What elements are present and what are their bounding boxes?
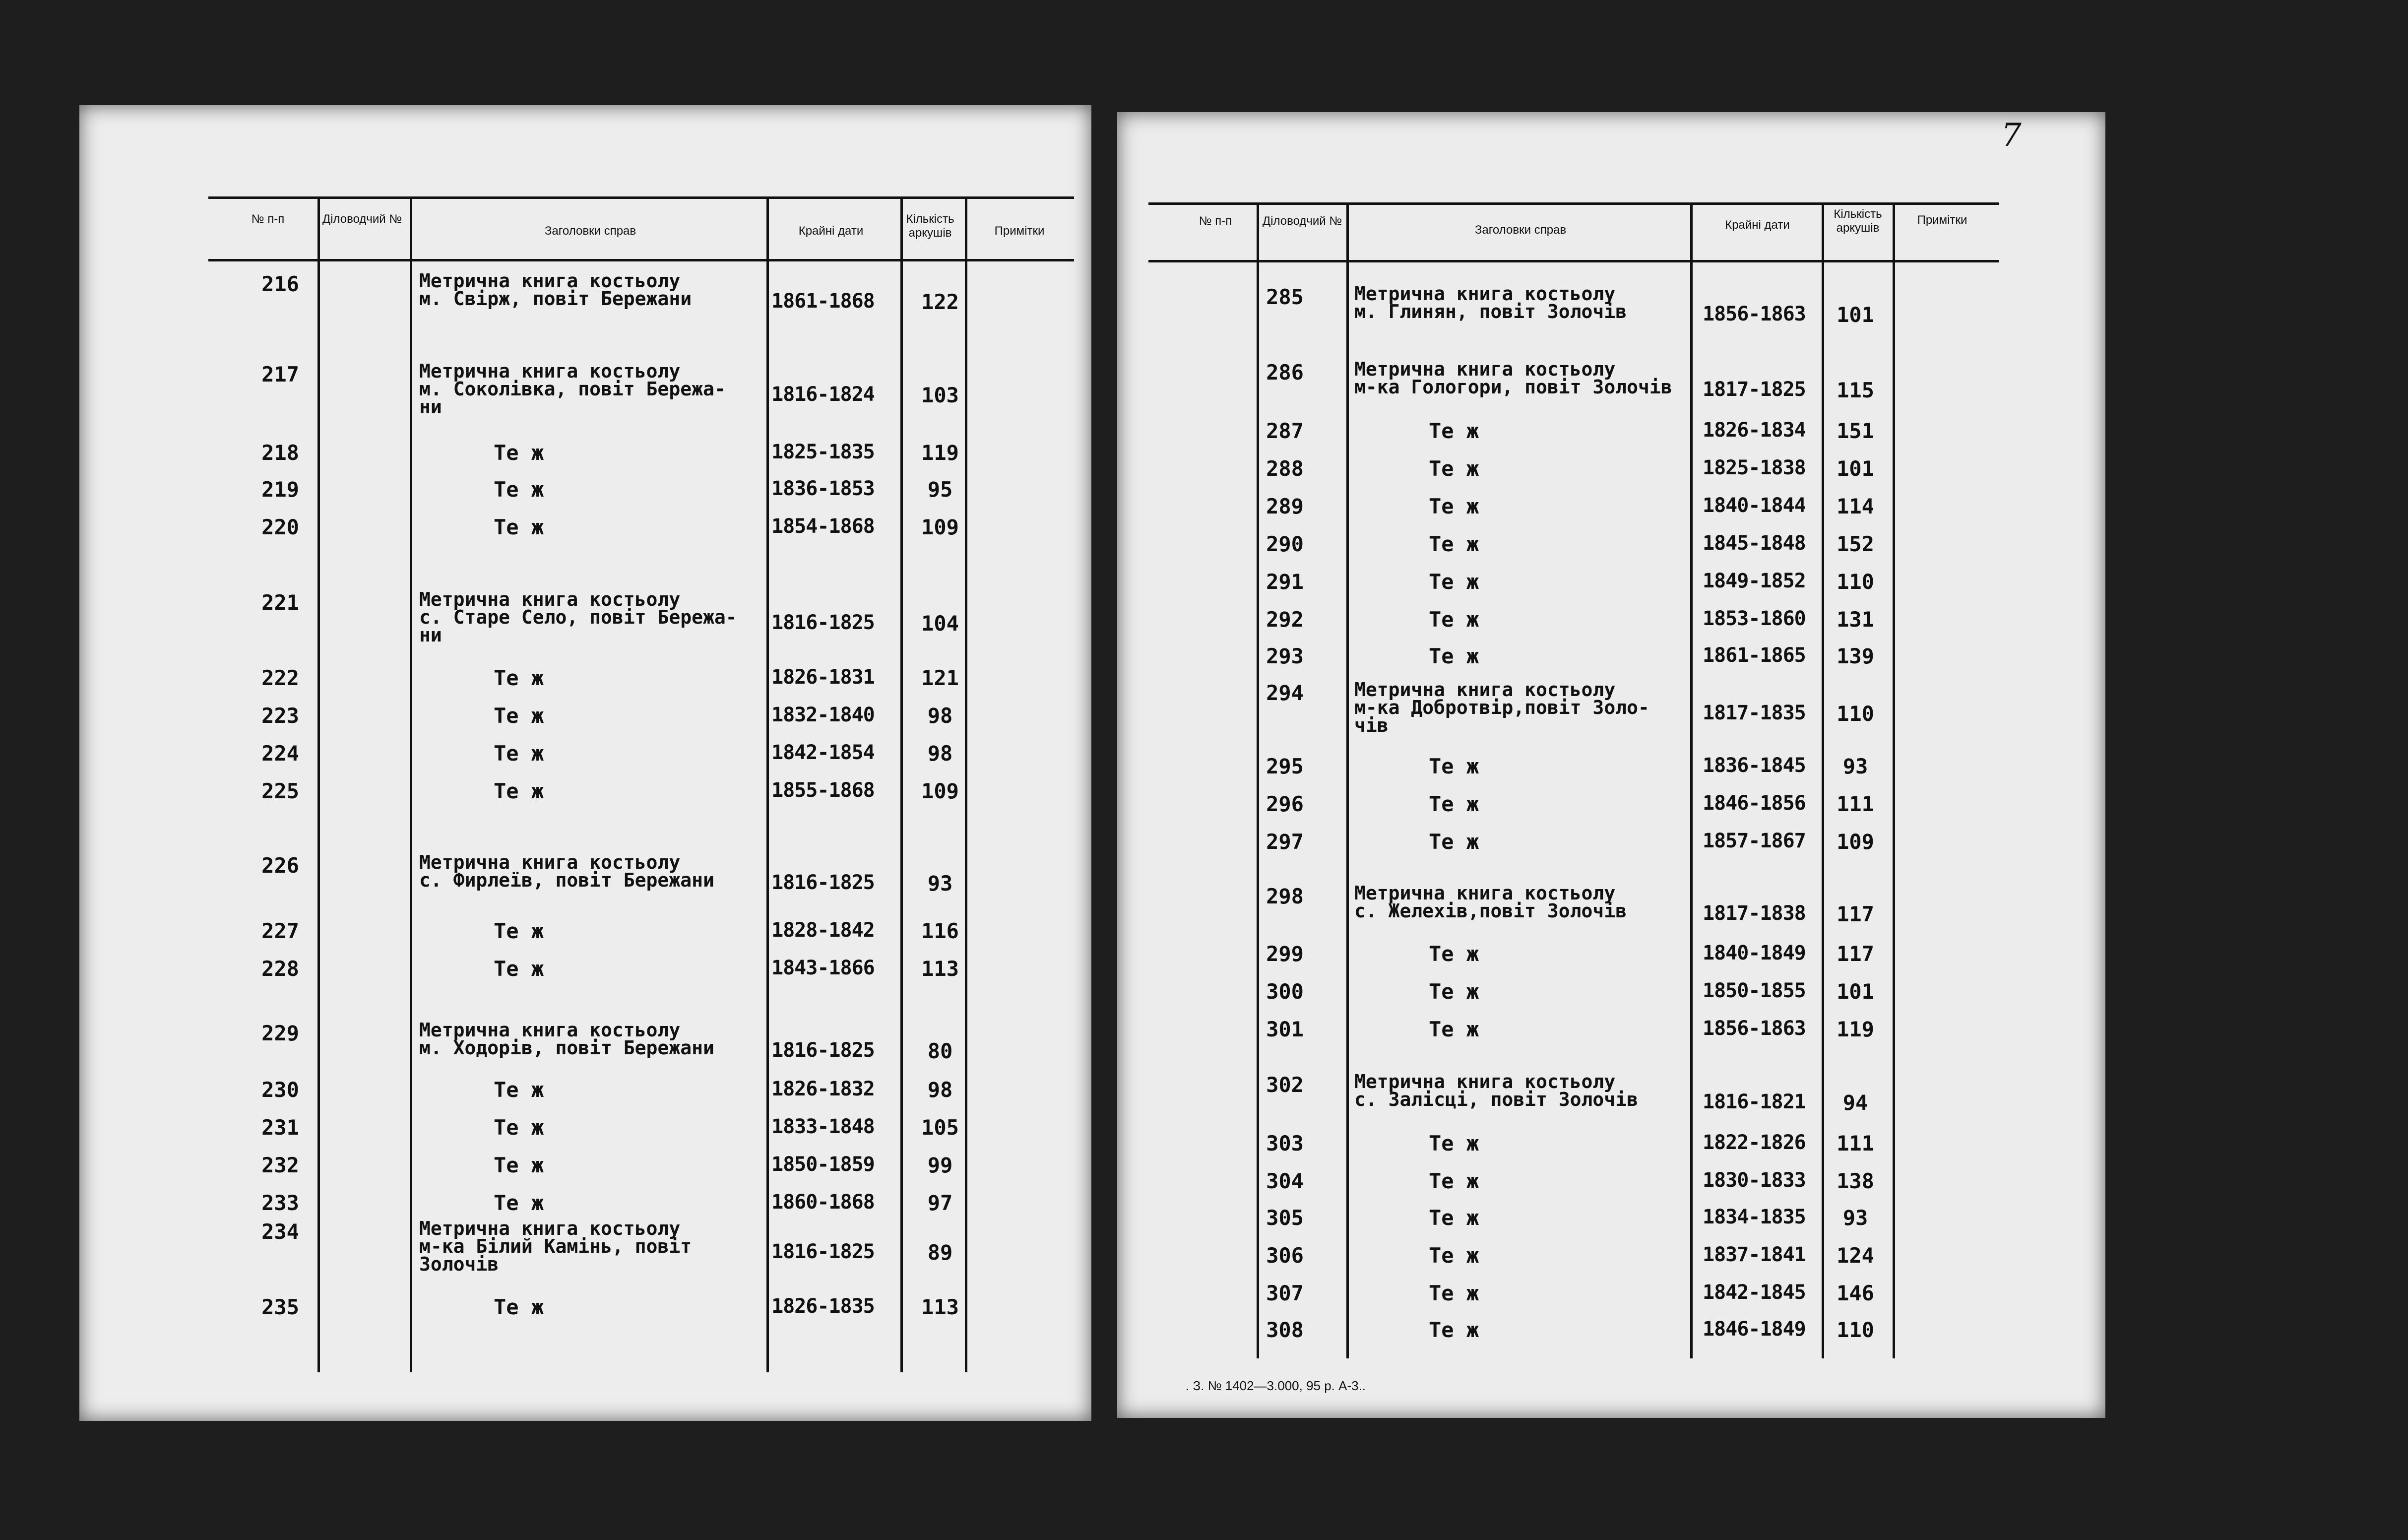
record-sheet-count: 116 bbox=[921, 919, 959, 943]
record-dates: 1840-1844 bbox=[1703, 494, 1806, 517]
record-title: Те ж bbox=[494, 1191, 544, 1215]
left-header-top-rule bbox=[208, 196, 1074, 199]
record-number: 288 bbox=[1266, 456, 1304, 481]
record-dates: 1846-1849 bbox=[1703, 1318, 1806, 1341]
record-title: Метрична книга костьолу м-ка Добротвір,повіт Золо- чів bbox=[1354, 679, 1649, 736]
record-dates: 1826-1834 bbox=[1703, 419, 1806, 442]
record-dates: 1836-1845 bbox=[1703, 754, 1806, 777]
record-sheet-count: 119 bbox=[1837, 1017, 1874, 1041]
record-dates: 1836-1853 bbox=[771, 477, 875, 500]
record-dates: 1817-1835 bbox=[1703, 702, 1806, 724]
record-sheet-count: 113 bbox=[921, 957, 959, 981]
record-sheet-count: 114 bbox=[1837, 494, 1874, 518]
record-title: Те ж bbox=[1429, 607, 1479, 632]
record-number: 289 bbox=[1266, 494, 1304, 518]
record-number: 223 bbox=[261, 704, 299, 728]
record-sheet-count: 98 bbox=[927, 741, 953, 766]
record-dates: 1837-1841 bbox=[1703, 1243, 1806, 1266]
record-dates: 1856-1863 bbox=[1703, 303, 1806, 325]
record-dates: 1816-1825 bbox=[771, 611, 875, 634]
record-dates: 1825-1835 bbox=[771, 441, 875, 463]
right-header-top-rule bbox=[1148, 202, 1999, 205]
left-header-bottom-rule bbox=[208, 259, 1074, 261]
record-sheet-count: 95 bbox=[927, 477, 953, 502]
record-sheet-count: 101 bbox=[1837, 303, 1874, 327]
record-dates: 1861-1868 bbox=[771, 290, 875, 313]
record-title: Те ж bbox=[1429, 456, 1479, 481]
record-dates: 1816-1825 bbox=[771, 1039, 875, 1062]
record-number: 233 bbox=[261, 1191, 299, 1215]
record-dates: 1849-1852 bbox=[1703, 570, 1806, 592]
record-title: Метрична книга костьолу м. Свірж, повіт Бережани bbox=[419, 270, 692, 310]
record-number: 306 bbox=[1266, 1243, 1304, 1268]
record-number: 219 bbox=[261, 477, 299, 502]
record-title: Те ж bbox=[494, 477, 544, 502]
record-title: Те ж bbox=[1429, 1281, 1479, 1305]
right-header-clerk: Діловодчий № bbox=[1262, 214, 1342, 228]
record-number: 228 bbox=[261, 957, 299, 981]
record-sheet-count: 110 bbox=[1837, 570, 1874, 594]
right-header-title: Заголовки справ bbox=[1474, 223, 1567, 237]
record-sheet-count: 115 bbox=[1837, 378, 1874, 402]
record-sheet-count: 101 bbox=[1837, 979, 1874, 1004]
record-number: 285 bbox=[1266, 285, 1304, 309]
record-number: 299 bbox=[1266, 942, 1304, 966]
record-title: Те ж bbox=[1429, 830, 1479, 854]
left-col-divider bbox=[766, 196, 769, 1372]
record-title: Те ж bbox=[494, 666, 544, 690]
record-title: Метрична книга костьолу м. Глинян, повіт Золочів bbox=[1354, 283, 1627, 322]
record-sheet-count: 117 bbox=[1837, 942, 1874, 966]
record-dates: 1840-1849 bbox=[1703, 942, 1806, 964]
record-sheet-count: 93 bbox=[1842, 1206, 1868, 1230]
record-title: Метрична книга костьолу с. Желехів,повіт Золочів bbox=[1354, 882, 1627, 922]
record-title: Те ж bbox=[494, 1153, 544, 1177]
right-col-divider bbox=[1822, 202, 1824, 1358]
record-sheet-count: 93 bbox=[927, 871, 953, 896]
record-title: Те ж bbox=[494, 1115, 544, 1140]
record-dates: 1826-1832 bbox=[771, 1078, 875, 1100]
left-header-clerk: Діловодчий № bbox=[322, 212, 402, 226]
record-dates: 1842-1845 bbox=[1703, 1281, 1806, 1304]
record-dates: 1826-1835 bbox=[771, 1295, 875, 1318]
record-sheet-count: 111 bbox=[1837, 792, 1874, 816]
record-number: 296 bbox=[1266, 792, 1304, 816]
record-title: Те ж bbox=[494, 919, 544, 943]
left-header-title: Заголовки справ bbox=[544, 224, 636, 238]
record-number: 226 bbox=[261, 853, 299, 878]
record-sheet-count: 80 bbox=[927, 1039, 953, 1063]
record-title: Метрична книга костьолу с. Старе Село, повіт Бережа- ни bbox=[419, 588, 737, 646]
record-title: Те ж bbox=[494, 1295, 544, 1319]
record-number: 234 bbox=[261, 1219, 299, 1244]
record-number: 300 bbox=[1266, 979, 1304, 1004]
record-title: Те ж bbox=[494, 741, 544, 766]
record-dates: 1830-1833 bbox=[1703, 1169, 1806, 1192]
record-dates: 1828-1842 bbox=[771, 919, 875, 942]
record-number: 290 bbox=[1266, 532, 1304, 556]
record-dates: 1855-1868 bbox=[771, 779, 875, 802]
record-dates: 1860-1868 bbox=[771, 1191, 875, 1214]
record-number: 225 bbox=[261, 779, 299, 803]
record-title: Те ж bbox=[1429, 1169, 1479, 1193]
record-sheet-count: 97 bbox=[927, 1191, 953, 1215]
left-col-divider bbox=[410, 196, 412, 1372]
record-sheet-count: 93 bbox=[1842, 754, 1868, 778]
record-dates: 1816-1821 bbox=[1703, 1091, 1806, 1113]
right-header-bottom-rule bbox=[1148, 260, 1999, 262]
record-number: 304 bbox=[1266, 1169, 1304, 1193]
record-sheet-count: 139 bbox=[1837, 644, 1874, 668]
record-number: 221 bbox=[261, 590, 299, 615]
record-sheet-count: 119 bbox=[921, 441, 959, 465]
record-sheet-count: 152 bbox=[1837, 532, 1874, 556]
record-number: 294 bbox=[1266, 681, 1304, 705]
record-sheet-count: 138 bbox=[1837, 1169, 1874, 1193]
record-number: 286 bbox=[1266, 360, 1304, 385]
record-title: Те ж bbox=[1429, 494, 1479, 518]
record-number: 220 bbox=[261, 515, 299, 539]
record-title: Те ж bbox=[1429, 1131, 1479, 1155]
record-number: 217 bbox=[261, 362, 299, 386]
record-number: 292 bbox=[1266, 607, 1304, 632]
record-dates: 1850-1859 bbox=[771, 1153, 875, 1176]
record-title: Те ж bbox=[494, 441, 544, 465]
record-dates: 1822-1826 bbox=[1703, 1131, 1806, 1154]
record-sheet-count: 131 bbox=[1837, 607, 1874, 632]
record-dates: 1816-1825 bbox=[771, 1240, 875, 1263]
record-number: 295 bbox=[1266, 754, 1304, 778]
record-title: Те ж bbox=[1429, 1206, 1479, 1230]
record-sheet-count: 113 bbox=[921, 1295, 959, 1319]
record-sheet-count: 117 bbox=[1837, 902, 1874, 926]
record-sheet-count: 89 bbox=[927, 1240, 953, 1265]
record-dates: 1861-1865 bbox=[1703, 644, 1806, 667]
record-number: 229 bbox=[261, 1021, 299, 1045]
left-col-divider bbox=[900, 196, 903, 1372]
record-dates: 1817-1825 bbox=[1703, 378, 1806, 401]
record-dates: 1853-1860 bbox=[1703, 607, 1806, 630]
record-number: 307 bbox=[1266, 1281, 1304, 1305]
record-number: 297 bbox=[1266, 830, 1304, 854]
record-title: Те ж bbox=[1429, 1017, 1479, 1041]
record-number: 291 bbox=[1266, 570, 1304, 594]
record-title: Те ж bbox=[1429, 570, 1479, 594]
record-sheet-count: 122 bbox=[921, 290, 959, 314]
record-dates: 1857-1867 bbox=[1703, 830, 1806, 852]
record-sheet-count: 109 bbox=[1837, 830, 1874, 854]
record-dates: 1834-1835 bbox=[1703, 1206, 1806, 1228]
record-title: Те ж bbox=[1429, 942, 1479, 966]
record-title: Те ж bbox=[1429, 419, 1479, 443]
record-sheet-count: 121 bbox=[921, 666, 959, 690]
record-number: 287 bbox=[1266, 419, 1304, 443]
left-header-sheets: Кількість аркушів bbox=[906, 212, 954, 240]
record-dates: 1850-1855 bbox=[1703, 979, 1806, 1002]
record-dates: 1817-1838 bbox=[1703, 902, 1806, 925]
left-header-notes: Примітки bbox=[994, 224, 1045, 238]
record-title: Те ж bbox=[494, 515, 544, 539]
right-col-divider bbox=[1690, 202, 1693, 1358]
record-sheet-count: 110 bbox=[1837, 702, 1874, 726]
record-sheet-count: 101 bbox=[1837, 456, 1874, 481]
record-title: Те ж bbox=[1429, 792, 1479, 816]
right-col-divider bbox=[1893, 202, 1895, 1358]
record-sheet-count: 104 bbox=[921, 611, 959, 636]
record-sheet-count: 94 bbox=[1842, 1091, 1868, 1115]
record-title: Те ж bbox=[494, 779, 544, 803]
record-number: 222 bbox=[261, 666, 299, 690]
record-sheet-count: 146 bbox=[1837, 1281, 1874, 1305]
record-sheet-count: 98 bbox=[927, 704, 953, 728]
record-title: Те ж bbox=[494, 704, 544, 728]
record-sheet-count: 110 bbox=[1837, 1318, 1874, 1342]
record-sheet-count: 111 bbox=[1837, 1131, 1874, 1155]
record-sheet-count: 124 bbox=[1837, 1243, 1874, 1268]
record-title: Те ж bbox=[494, 957, 544, 981]
record-number: 224 bbox=[261, 741, 299, 766]
record-sheet-count: 105 bbox=[921, 1115, 959, 1140]
record-title: Те ж bbox=[1429, 644, 1479, 668]
print-footer: . З. № 1402—3.000, 95 р. А-3.. bbox=[1186, 1378, 1366, 1393]
record-dates: 1833-1848 bbox=[771, 1115, 875, 1138]
record-title: Метрична книга костьолу м-ка Гологори, повіт Золочів bbox=[1354, 358, 1672, 398]
left-header-num: № п-п bbox=[251, 212, 285, 226]
record-dates: 1826-1831 bbox=[771, 666, 875, 689]
record-sheet-count: 151 bbox=[1837, 419, 1874, 443]
record-dates: 1854-1868 bbox=[771, 515, 875, 538]
record-number: 303 bbox=[1266, 1131, 1304, 1155]
page-number: 7 bbox=[2001, 117, 2022, 154]
right-col-divider bbox=[1346, 202, 1349, 1358]
left-header-dates: Крайні дати bbox=[798, 224, 864, 238]
record-sheet-count: 98 bbox=[927, 1078, 953, 1102]
record-title: Метрична книга костьолу м-ка Білий Камінь, повіт Золочів bbox=[419, 1218, 692, 1275]
record-number: 302 bbox=[1266, 1073, 1304, 1097]
record-dates: 1816-1824 bbox=[771, 383, 875, 406]
right-header-notes: Примітки bbox=[1917, 213, 1967, 227]
right-header-dates: Крайні дати bbox=[1725, 218, 1790, 232]
record-title: Те ж bbox=[1429, 532, 1479, 556]
record-title: Те ж bbox=[1429, 1243, 1479, 1268]
record-number: 301 bbox=[1266, 1017, 1304, 1041]
record-number: 232 bbox=[261, 1153, 299, 1177]
record-sheet-count: 109 bbox=[921, 779, 959, 803]
record-dates: 1825-1838 bbox=[1703, 456, 1806, 479]
record-number: 293 bbox=[1266, 644, 1304, 668]
record-dates: 1856-1863 bbox=[1703, 1017, 1806, 1040]
record-number: 218 bbox=[261, 441, 299, 465]
record-number: 231 bbox=[261, 1115, 299, 1140]
record-title: Метрична книга костьолу м. Соколівка, повіт Бережа- ни bbox=[419, 360, 726, 418]
record-title: Те ж bbox=[1429, 979, 1479, 1004]
record-sheet-count: 103 bbox=[921, 383, 959, 407]
record-sheet-count: 109 bbox=[921, 515, 959, 539]
record-number: 230 bbox=[261, 1078, 299, 1102]
record-title: Те ж bbox=[494, 1078, 544, 1102]
record-title: Метрична книга костьолу с. Фирлеїв, повіт Бережани bbox=[419, 851, 714, 891]
record-number: 235 bbox=[261, 1295, 299, 1319]
record-title: Те ж bbox=[1429, 1318, 1479, 1342]
record-sheet-count: 99 bbox=[927, 1153, 953, 1177]
record-dates: 1846-1856 bbox=[1703, 792, 1806, 815]
record-dates: 1816-1825 bbox=[771, 871, 875, 894]
record-number: 308 bbox=[1266, 1318, 1304, 1342]
left-col-divider bbox=[317, 196, 320, 1372]
record-title: Те ж bbox=[1429, 754, 1479, 778]
record-dates: 1832-1840 bbox=[771, 704, 875, 726]
right-header-sheets: Кількість аркушів bbox=[1834, 207, 1882, 235]
record-number: 298 bbox=[1266, 884, 1304, 908]
record-dates: 1842-1854 bbox=[771, 741, 875, 764]
record-dates: 1843-1866 bbox=[771, 957, 875, 979]
record-dates: 1845-1848 bbox=[1703, 532, 1806, 555]
record-title: Метрична книга костьолу с. Залісці, повіт Золочів bbox=[1354, 1071, 1638, 1110]
record-number: 216 bbox=[261, 272, 299, 296]
right-header-num: № п-п bbox=[1199, 214, 1232, 228]
record-number: 227 bbox=[261, 919, 299, 943]
record-title: Метрична книга костьолу м. Ходорів, повіт Бережани bbox=[419, 1019, 714, 1059]
record-number: 305 bbox=[1266, 1206, 1304, 1230]
